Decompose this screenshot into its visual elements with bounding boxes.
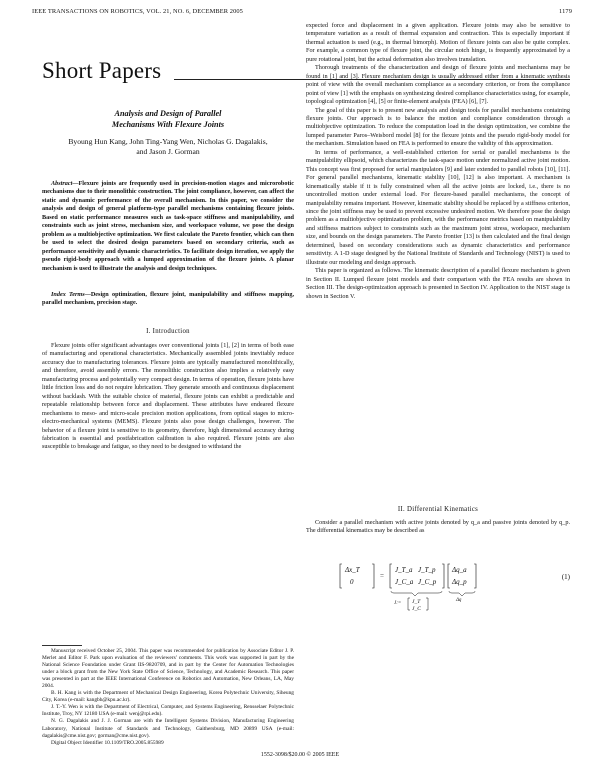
eq-lhs-bot: 0 xyxy=(350,578,354,586)
abstract: Abstract—Flexure joints are frequently used in precision-motion stages and microrobotic mechanisms due to their monolithic construction. The joint compliance, however, can affect the static and dynamic performance of the overall mechanism. In this paper, we consider the analysis and design of general platform-type parallel mechanisms containing flexure joints. Based on static performance measures such as task-space stiffness and manipulability, and constraints such as joint stress, mechanism size, and workspace volume, we pose the design problem as a multiobjective optimization. We first calculate the Pareto frontier, which can then be used to select the desired design parameters based on secondary criteria, such as performance sensitivity and dynamic characteristics. To facilitate design iteration, we apply the pseudo rigid-body approach with a lumped approximation of the flexure joints. A planar mechanism is used to illustrate the analysis and design techniques. xyxy=(42,180,294,272)
eq-j3: J_C_a xyxy=(395,578,414,586)
intro-heading: I. Introduction xyxy=(146,328,190,335)
section2-body: Consider a parallel mechanism with active joints denoted by q_a and passive joints denoted by q_p. The differential kinematics may be described as xyxy=(306,519,570,535)
paper-title: Analysis and Design of Parallel Mechanisms With Flexure Joints xyxy=(111,109,225,129)
eq-lhs-top: Δx_T xyxy=(345,566,360,574)
footnotes: Manuscript received October 25, 2004. This paper was recommended for publication by Associate Editor J. P. Merlet and Editor F. Park upon evaluation of the reviewers' comments. This work was supported in part by the National Science Foundation under Grant IIS-9820709, and in part by the Center for Automation Technologies under a block grant from the New York State Office of Science, Technology, and Academic Research. This paper was presented in part at the IEEE International Conference on Robotics and Automation, New Orleans, LA, May 2004. B. H. Kang is with the Department of Mechanical Design Engineering, Korea Polytechnic University, Siheung City, Korea (e-mail: kangbh@kpu.ac.kr). J. T.-Y. Wen is with the Department of Electrical, Computer, and Systems Engineering, Rensselaer Polytechnic Institute, Troy, NY 12180 USA (e-mail: wenj@rpi.edu). N. G. Dagalakis and J. J. Gorman are with the Intelligent Systems Division, Manufacturing Engineering Laboratory, National Institute of Standards and Technology, Gaithersburg, MD 20899 USA (e-mail: dagalakis@cme.nist.gov; gorman@cme.nist.gov). Digital Object Identifier 10.1109/TRO.2005.855989 xyxy=(42,648,294,746)
section2-heading: II. Differential Kinematics xyxy=(397,506,479,513)
page-number: 1179 xyxy=(559,8,572,15)
eq-j2: J_T_p xyxy=(418,566,436,574)
eq-r1: Δq_a xyxy=(452,566,467,574)
svg-text:=: = xyxy=(380,572,384,580)
index-terms: Index Terms—Design optimization, flexure joint, manipulability and stiffness mapping, parallel mechanism, precision stage. xyxy=(42,291,294,307)
running-header: IEEE TRANSACTIONS ON ROBOTICS, VOL. 21, NO. 6, DECEMBER 2005 xyxy=(32,8,243,15)
intro-body: Flexure joints offer significant advantages over conventional joints [1], [2] in terms of both ease of manufacturing and operational characteristics. Mechanically assembled joints inevitably reduce accuracy due to manufacturing tolerances. Flexure joints are typically manufactured monolithically, and therefore, avoid assembly errors. The monolithic construction also implies a relatively easy manufacturing process and potentially very compact design. In terms of operation, flexure joints have little friction loss and do not require lubrication. They generate smooth and continuous displacement without backlash. With the suitable choice of material, flexure joints can exhibit a predictable and repeatable relationship between force and displacement. These attributes have endeared flexure mechanisms to meso- and micro-scale precision motion applications, from optical stages to micro-electro-mechanical systems (MEMS). Flexure joints also pose design challenges, however. The behavior of a flexure joint is sensitive to its geometry, therefore, high dimensional accuracy during fabrication is essential and postfabrication calibration is also required. Flexure joints are also susceptible to breakage and fatigue, so they need to be designed to withstand the xyxy=(42,342,294,451)
eq-j4: J_C_p xyxy=(418,578,437,586)
footnote-rule xyxy=(42,645,82,646)
section-title: Short Papers xyxy=(42,58,162,83)
eq-r2: Δq_p xyxy=(452,578,467,586)
eq-jc: J_C xyxy=(412,606,421,612)
eq-jt: J_T xyxy=(412,599,421,605)
right-column-body: expected force and displacement in a given application. Flexure joints may also be sensitive to temperature variation as a result of thermal expansion and contraction. This is especially important if thermal actuation is used (e.g., in thermal bimorph). Motion of flexure joints can also be quite complex. For example, a common type of flexure joint, the circular notch hinge, is frequently approximated by a pure rotational joint, but the actual deformation also involves translation. Thorough treatments of the characterization and design of flexure joints and mechanisms may be found in [1] and [3]. Flexure mechanism design is usually addressed either from a kinematic synthesis point of view with the overall mechanism compliance as a secondary criterion, or from the compliance point of view [1] with the emphasis on synthesizing desired compliance characteristics using, for example, topological optimization [4], [5] or finite-element analysis (FEA) [6], [7]. The goal of this paper is to present new analysis and design tools for parallel mechanisms containing flexure joints. Our approach is to balance the motion and compliance consideration through a multiobjective optimization. To reduce the computation load in the design optimization, we combine the lumped parameter Paros–Weisbord model [8] for the flexure joints and the pseudo rigid-body model for the mechanism. Simulation based on FEA is performed to ensure the validity of this approximation. In terms of performance, a well-established criterion for serial or parallel mechanisms is the manipulability ellipsoid, which characterizes the task-space motion under normalized active joint motion. This concept was first proposed for serial manipulators [9] and later extended to parallel robots [10], [11]. For general parallel mechanisms, kinematic stability [10], [12] is also important. A mechanism is kinematically stable if it is fully constrained when all the active joints are locked, i.e., there is no uncontrolled motion under external load. For flexure-based parallel mechanisms, the concept of manipulability remains important. However, kinematic stability should be replaced by a stiffness criterion, since the joint stiffness may be used to prevent excessive undesired motion. We therefore pose the design problem as a multiobjective optimization problem, with the performance metrics based on manipulability and stiffness matrices subject to constraints such as the maximum joint stress, workspace, mechanism size, and bounds on the design parameters. The Pareto frontier [13] is then calculated and the final design determined, based on secondary considerations such as dynamic characteristics and performance sensitivity. A 1-D stage designed by the National Institute of Standards and Technology (NIST) is used to illustrate our modeling and design approach. This paper is organized as follows. The kinematic description of a parallel flexure mechanism is given in Section II. Lumped flexure joint models and their comparison with the FEA results are shown in Section III. The design-optimization approach is presented in Section IV. Application to the NIST stage is shown in Section V. xyxy=(306,22,570,300)
eq-under-j: J:= xyxy=(394,601,402,606)
paper-authors: Byoung Hun Kang, John Ting-Yang Wen, Nicholas G. Dagalakis, and Jason J. Gorman xyxy=(68,137,268,156)
eq-j1: J_T_a xyxy=(395,566,413,574)
footer-copyright: 1552-3098/$20.00 © 2005 IEEE xyxy=(260,752,340,758)
equation-number: (1) xyxy=(561,573,570,581)
equation-1 xyxy=(338,560,538,612)
eq-under-q: Δq xyxy=(456,598,462,603)
